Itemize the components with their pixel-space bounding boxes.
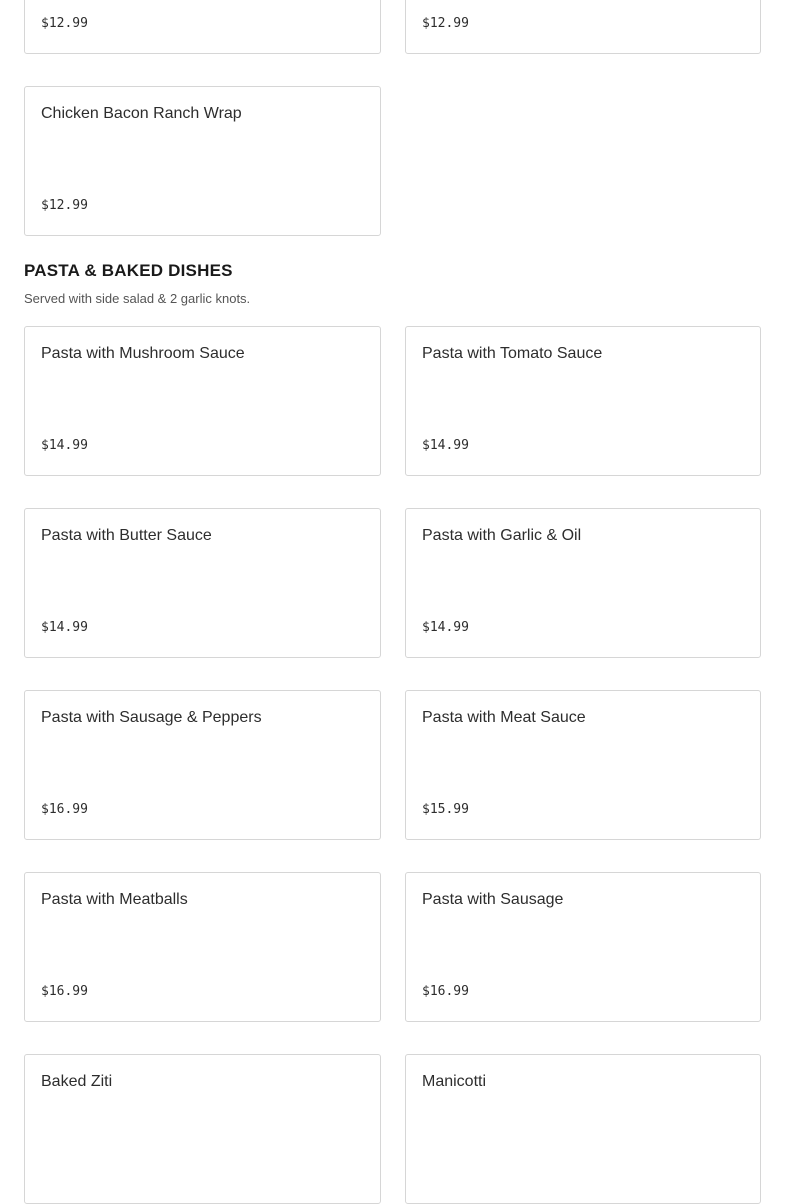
menu-item-price: $14.99 — [422, 620, 469, 635]
menu-item-card-chicken-bacon-ranch-wrap[interactable] — [24, 86, 381, 236]
menu-item-name: Pasta with Sausage — [422, 891, 564, 908]
menu-item-price: $14.99 — [41, 620, 88, 635]
menu-item-price: $14.99 — [41, 438, 88, 453]
menu-item-price: $16.99 — [422, 984, 469, 999]
menu-item-name: Pasta with Tomato Sauce — [422, 345, 603, 362]
menu-item-price: $12.99 — [41, 198, 88, 213]
menu-item-card[interactable] — [405, 1054, 761, 1204]
section-subtitle: Served with side salad & 2 garlic knots. — [24, 291, 251, 306]
menu-item-name: Pasta with Sausage & Peppers — [41, 709, 262, 726]
menu-item-name: Pasta with Meatballs — [41, 891, 188, 908]
menu-item-card[interactable] — [24, 1054, 381, 1204]
menu-item-name: Manicotti — [422, 1073, 487, 1090]
menu-item-name: Baked Ziti — [41, 1073, 113, 1090]
menu-item-card[interactable] — [24, 872, 381, 1022]
menu-item-card[interactable] — [24, 508, 381, 658]
menu-item-name: Pasta with Meat Sauce — [422, 709, 586, 726]
menu-item-name: Pasta with Garlic & Oil — [422, 527, 582, 544]
section-title: PASTA & BAKED DISHES — [24, 261, 233, 280]
menu-item-card[interactable] — [24, 0, 381, 54]
menu-item-price: $12.99 — [422, 16, 469, 31]
menu-item-card[interactable] — [24, 690, 381, 840]
menu-item-price: $14.99 — [422, 438, 469, 453]
menu-item-card[interactable] — [405, 0, 761, 54]
menu-item-name: Pasta with Mushroom Sauce — [41, 345, 245, 362]
menu-item-price: $16.99 — [41, 802, 88, 817]
menu-item-price: $15.99 — [422, 802, 469, 817]
menu-item-card[interactable] — [405, 872, 761, 1022]
menu-item-name: Pasta with Butter Sauce — [41, 527, 212, 544]
menu-item-card[interactable] — [24, 326, 381, 476]
menu-item-price: $12.99 — [41, 16, 88, 31]
menu-item-card[interactable] — [405, 326, 761, 476]
menu-item-price: $16.99 — [41, 984, 88, 999]
menu-item-card[interactable] — [405, 508, 761, 658]
menu-item-card[interactable] — [405, 690, 761, 840]
menu-item-name: Chicken Bacon Ranch Wrap — [41, 105, 242, 122]
